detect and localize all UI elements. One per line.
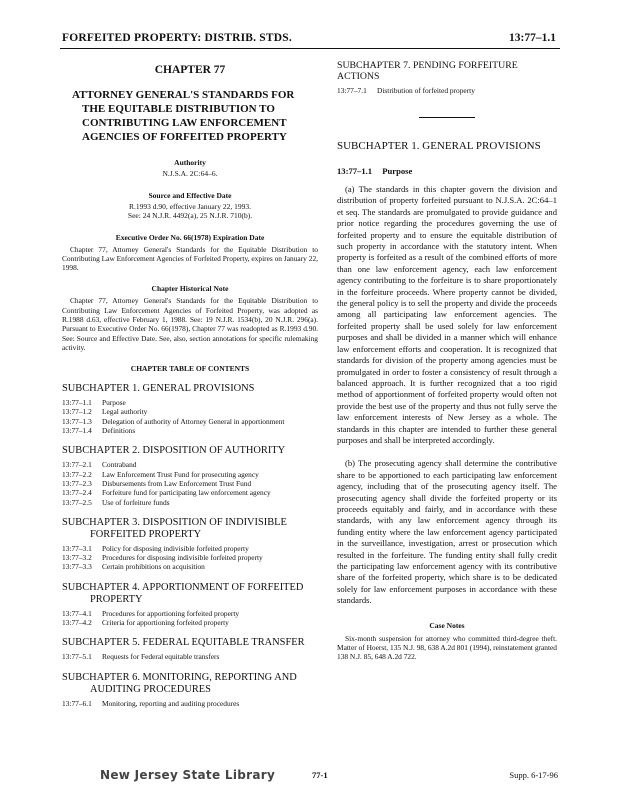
page-number: 77-1 [312, 770, 328, 780]
toc-item-text: Use of forfeiture funds [102, 497, 170, 507]
toc-item-text: Delegation of authority of Attorney General in apportionment [102, 416, 285, 426]
toc-item-number: 13:77–3.3 [62, 562, 92, 572]
source-text-2: See: 24 N.J.R. 4492(a), 25 N.J.R. 710(b). [127, 211, 253, 220]
toc-item [62, 426, 318, 435]
toc-item-text: Contraband [102, 460, 137, 470]
toc-item-text: Disbursements from Law Enforcement Trust Fund [102, 478, 252, 488]
running-header-title: FORFEITED PROPERTY: DISTRIB. STDS. [62, 32, 292, 44]
toc-item-number: 13:77–4.2 [62, 618, 92, 628]
toc-item-number: 13:77–2.4 [62, 488, 92, 498]
chapter-label: CHAPTER 77 [154, 64, 226, 76]
toc-item [62, 460, 318, 469]
toc-item [62, 699, 318, 708]
header-rule [60, 48, 560, 49]
toc-item-number: 13:77–3.1 [62, 543, 92, 553]
toc-subchapter-title-text: SUBCHAPTER 2. DISPOSITION OF AUTHORITY [62, 445, 286, 457]
toc-subchapter-title-continued: PROPERTY [90, 593, 143, 605]
toc-item-text: Forfeiture fund for participating law enforcement agency [102, 488, 271, 498]
toc-item-text: Distribution of forfeited property [377, 86, 475, 95]
section-heading [337, 166, 557, 176]
toc-subchapter-title [62, 445, 318, 457]
toc-item-number: 13:77–4.1 [62, 608, 92, 618]
toc-item [62, 544, 318, 553]
toc-item [62, 562, 318, 571]
toc-subchapter-title [62, 383, 318, 395]
table-of-contents [62, 383, 318, 708]
toc-list [62, 652, 318, 661]
case-notes-heading: Case Notes [429, 620, 465, 630]
toc-item [62, 479, 318, 488]
toc-list [62, 460, 318, 506]
toc-item-number: 13:77–1.4 [62, 426, 92, 436]
toc-item-number: 13:77–2.2 [62, 469, 92, 479]
toc-item-text: Criteria for apportioning forfeited property [102, 618, 229, 628]
toc-item-text: Certain prohibitions on acquisition [102, 562, 205, 572]
paragraph-b: (b) The prosecuting agency shall determine the contributive share to be apportioned to each participating law enforcement agency, including that of the prosecuting agency itself. The prosecuting agency shall divide the forfeited property or its proceeds equitably and fairly, and in accordance with these standards, with any law enforcement agency through its funding entity where the law enforcement agency participated in the surveillance, investigation, arrest or prosecution which resulted in the forfeiture. The funding entity shall fully credit the participating law enforcement agency with its contributive share of the forfeited property, which share is to be dedicated solely for law enforcement purposes in accordance with these standards. [337, 458, 557, 606]
toc-item-text: Purpose [102, 398, 126, 408]
toc-item-number: 13:77–6.1 [62, 698, 92, 708]
toc-subchapter-title-text: SUBCHAPTER 3. DISPOSITION OF INDIVISIBLE [62, 516, 287, 528]
chapter-title: ATTORNEY GENERAL'S STANDARDS FOR THE EQUITABLE DISTRIBUTION TO CONTRIBUTING LAW ENFORCEMENT AGENCIES OF FORFEITED PROPERTY [72, 89, 295, 143]
toc-item [62, 618, 318, 627]
toc-item-number: 13:77–5.1 [62, 652, 92, 662]
left-column [62, 58, 318, 708]
toc-item-text: Procedures for apportioning forfeited property [102, 608, 240, 618]
toc-item-text: Policy for disposing indivisible forfeited property [102, 543, 249, 553]
toc-item [62, 609, 318, 618]
section-number: 13:77–1.1 [337, 166, 373, 176]
section-title: Purpose [382, 166, 413, 176]
running-header-section: 13:77–1.1 [509, 32, 556, 44]
authority-heading: Authority [174, 158, 206, 167]
toc-subchapter-title [62, 582, 318, 606]
toc-item-number: 13:77–1.2 [62, 407, 92, 417]
toc-item [337, 86, 557, 95]
historical-note-heading: Chapter Historical Note [151, 284, 229, 294]
toc-list [62, 544, 318, 572]
toc-subchapter-title-continued: AUDITING PROCEDURES [90, 683, 211, 695]
section-divider [419, 117, 475, 118]
toc-subchapter-title-text: SUBCHAPTER 1. GENERAL PROVISIONS [62, 383, 255, 395]
toc-item-text: Law Enforcement Trust Fund for prosecuting agency [102, 469, 259, 479]
toc-subchapter-title [62, 517, 318, 541]
toc-item-number: 13:77–2.5 [62, 497, 92, 507]
executive-order-heading: Executive Order No. 66(1978) Expiration Date [115, 232, 265, 242]
toc-subchapter-title [62, 637, 318, 649]
authority-text: N.J.S.A. 2C:64–6. [162, 169, 218, 178]
right-column [337, 58, 557, 662]
toc-list [62, 609, 318, 628]
toc-subchapter-title-text: SUBCHAPTER 5. FEDERAL EQUITABLE TRANSFER [62, 637, 305, 649]
source-text-1: R.1993 d.90, effective January 22, 1993. [129, 201, 251, 211]
toc-item [62, 470, 318, 479]
toc-heading: CHAPTER TABLE OF CONTENTS [130, 364, 250, 374]
toc-item [62, 488, 318, 497]
toc-subchapter-title [62, 672, 318, 696]
historical-note-text: Chapter 77, Attorney General's Standards for the Equitable Distribution to Contributing Law Enforcement Agencies of Forfeited Property, was adopted as R.1988 d.63, effective February 1, 1988. See: 19 N.J.R. 1534(b), 20 N.J.R. 296(a). Pursuant to Executive Order No. 66(1978), Chapter 77 was readopted as R.1993 d.90. See: Source and Effective Date. See, also, section annotations for specific rulemaking activity. [62, 296, 318, 352]
toc-list [62, 699, 318, 708]
toc-item-number: 13:77–2.3 [62, 478, 92, 488]
toc-subchapter-title-text: SUBCHAPTER 6. MONITORING, REPORTING AND [62, 671, 297, 683]
toc-item-text: Legal authority [102, 407, 148, 417]
toc-list [62, 398, 318, 435]
toc-item-number: 13:77–3.2 [62, 553, 92, 563]
toc-item-number: 13:77–1.1 [62, 398, 92, 408]
library-stamp-logo: New Jersey State Library [100, 768, 276, 782]
toc-subchapter-title-continued: FORFEITED PROPERTY [90, 528, 202, 540]
toc-item [62, 407, 318, 416]
toc-item-text: Definitions [102, 426, 136, 436]
executive-order-text: Chapter 77, Attorney General's Standards for the Equitable Distribution to Contributing Law Enforcement Agencies of Forfeited Property, expires on January 22, 1998. [62, 244, 318, 273]
toc-item [62, 398, 318, 407]
supplement-date: Supp. 6-17-96 [509, 770, 558, 780]
toc-subchapter-title-text: SUBCHAPTER 4. APPORTIONMENT OF FORFEITED [62, 581, 304, 593]
subchapter-7-title: SUBCHAPTER 7. PENDING FORFEITURE ACTIONS [337, 60, 518, 82]
toc-item-number: 13:77–7.1 [337, 86, 367, 95]
toc-item [62, 417, 318, 426]
toc-item-number: 13:77–2.1 [62, 460, 92, 470]
subchapter-1-heading: SUBCHAPTER 1. GENERAL PROVISIONS [337, 140, 541, 152]
case-note: Six-month suspension for attorney who committed third-degree theft. Matter of Hoerst, 135 N.J. 98, 638 A.2d 801 (1994), reinstatement granted 138 N.J. 85, 648 A.2d 722. [337, 633, 557, 662]
toc-item [62, 498, 318, 507]
toc-item-text: Procedures for disposing indivisible forfeited property [102, 553, 263, 563]
toc-item-text: Requests for Federal equitable transfers [102, 652, 220, 662]
source-heading: Source and Effective Date [148, 190, 232, 200]
toc-item [62, 652, 318, 661]
toc-item-number: 13:77–1.3 [62, 416, 92, 426]
toc-item-text: Monitoring, reporting and auditing procedures [102, 698, 240, 708]
paragraph-a: (a) The standards in this chapter govern the division and distribution of property forfeited pursuant to N.J.S.A. 2C:64–1 et seq. The standards are promulgated to provide guidance and prior notice regarding the procedures governing the use of forfeited property and to ensure the equitable distribution of such property in accordance with the statutory intent. When property is forfeited as a result of the combined efforts of more than one law enforcement agency, each law enforcement agency contributing to the forfeiture is to share proportionately in the forfeiture proceeds. Where property cannot be divided, the general policy is to sell the property and divide the proceeds among all participating law enforcement agencies. The forfeited property shall be used solely for law enforcement purposes and shall be divided in a manner which will enhance law enforcement efforts and cooperation. It is recognized that standards for division of the property among agencies must be promulgated in order to foster a consistency of result through a balanced approach. It is further recognized that a too rigid method of apportionment of forfeited property would often not provide the best use of the property and thus not fully serve the law enforcement interests of New Jersey as a whole. The standards in this chapter are intended to further these general purposes and shall be interpreted accordingly. [337, 184, 557, 445]
toc-item [62, 553, 318, 562]
